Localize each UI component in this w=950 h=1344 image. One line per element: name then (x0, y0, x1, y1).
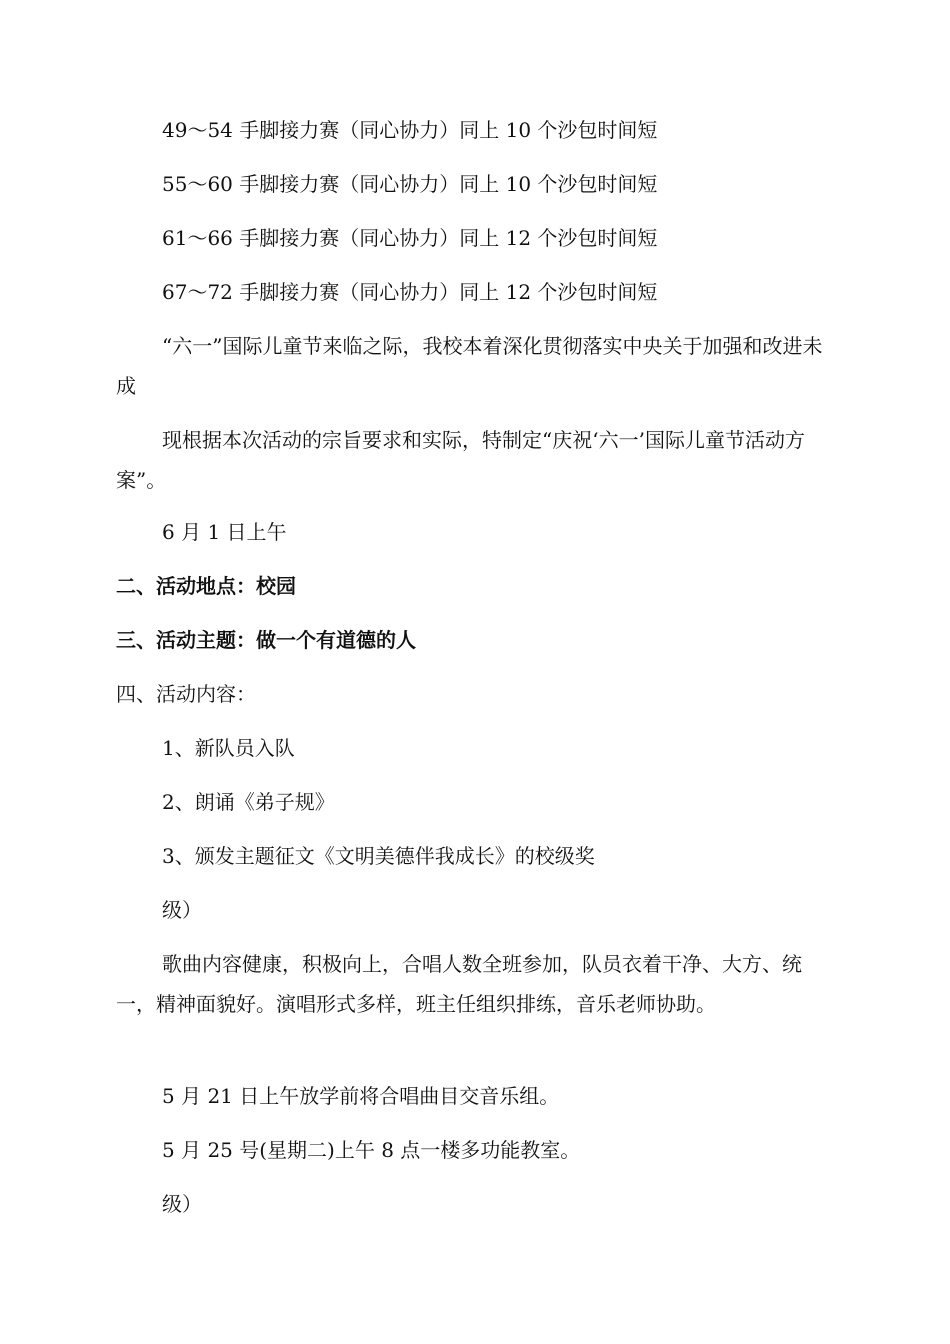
relay-race-line-67-72: 67～72 手脚接力赛（同心协力）同上 12 个沙包时间短 (162, 280, 658, 304)
relay-race-line-55-60: 55～60 手脚接力赛（同心协力）同上 10 个沙包时间短 (162, 172, 658, 196)
section-content-heading: 四、活动内容： (116, 682, 256, 706)
content-item-2: 2、朗诵《弟子规》 (162, 790, 335, 814)
content-item-3: 3、颁发主题征文《文明美德伴我成长》的校级奖 (162, 844, 595, 868)
song-requirements-paragraph: 歌曲内容健康，积极向上，合唱人数全班参加，队员衣着干净、大方、统一，精神面貌好。演唱形式多样，班主任组织排练，音乐老师协助。 (116, 952, 802, 1016)
event-time-place: 5 月 25 号(星期二)上午 8 点一楼多功能教室。 (162, 1138, 581, 1162)
section-theme-heading: 三、活动主题：做一个有道德的人 (116, 628, 416, 652)
intro-paragraph: “六一”国际儿童节来临之际，我校本着深化贯彻落实中央关于加强和改进未成 (116, 334, 823, 398)
content-item-1: 1、新队员入队 (162, 736, 295, 760)
relay-race-line-49-54: 49～54 手脚接力赛（同心协力）同上 10 个沙包时间短 (162, 118, 658, 142)
section-location-heading: 二、活动地点：校园 (116, 574, 296, 598)
fragment-level-2: 级） (162, 1192, 202, 1216)
plan-paragraph: 现根据本次活动的宗旨要求和实际，特制定“庆祝‘六一’国际儿童节活动方案”。 (116, 428, 805, 492)
fragment-level-1: 级） (162, 898, 202, 922)
activity-time: 6 月 1 日上午 (162, 520, 287, 544)
submission-deadline: 5 月 21 日上午放学前将合唱曲目交音乐组。 (162, 1084, 560, 1108)
relay-race-line-61-66: 61～66 手脚接力赛（同心协力）同上 12 个沙包时间短 (162, 226, 658, 250)
